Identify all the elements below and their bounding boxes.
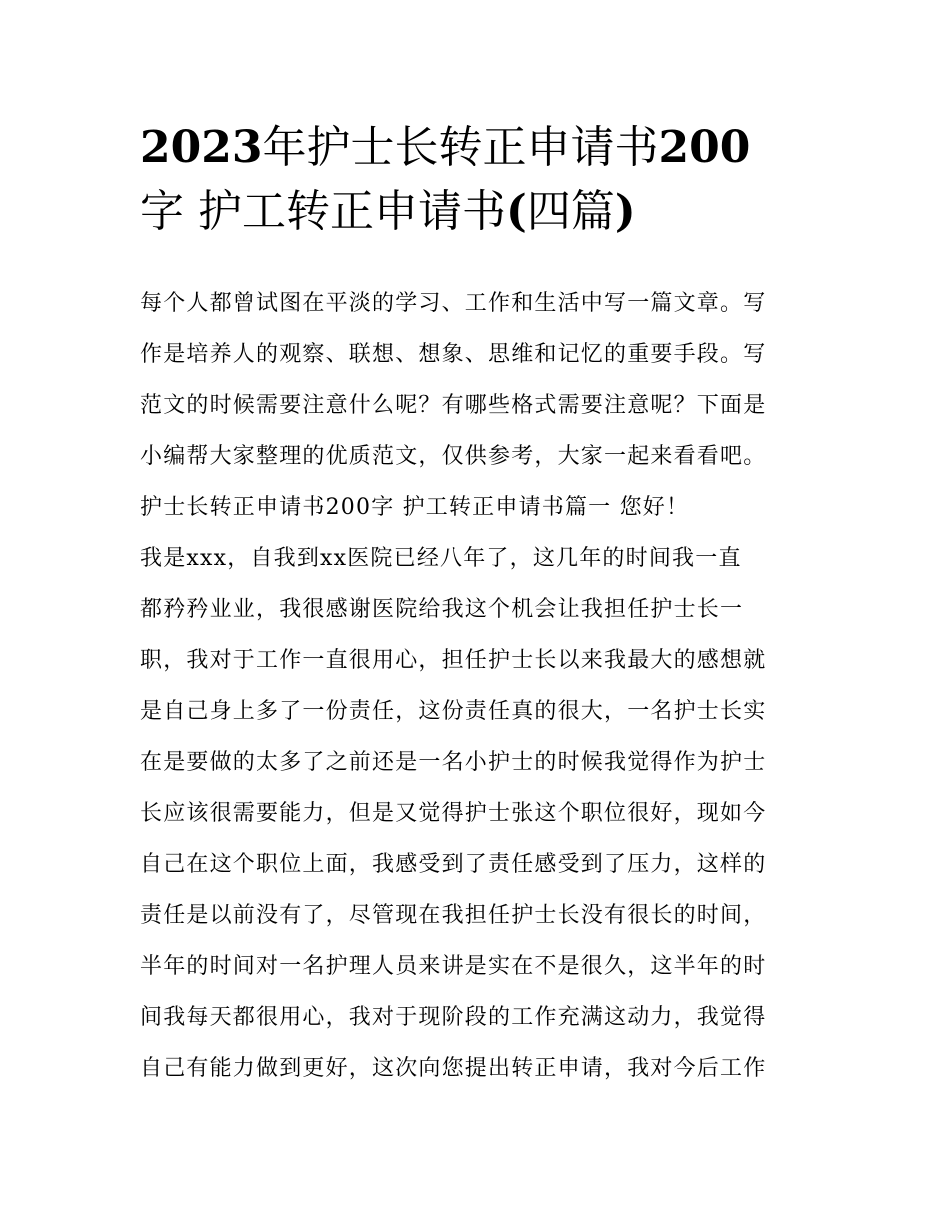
- body-line: 间我每天都很用心，我对于现阶段的工作充满这动力，我觉得: [140, 1005, 767, 1030]
- title-line-2: 字 护工转正申请书(四篇): [140, 186, 636, 237]
- body-line: 自己有能力做到更好，这次向您提出转正申请，我对今后工作: [140, 1056, 767, 1081]
- body-line: 都矜矜业业，我很感谢医院给我这个机会让我担任护士长一: [140, 597, 744, 622]
- body-line: 在是要做的太多了之前还是一名小护士的时候我觉得作为护士: [140, 750, 767, 775]
- body-line: 作是培养人的观察、联想、想象、思维和记忆的重要手段。写: [140, 342, 767, 367]
- body-line: 职，我对于工作一直很用心，担任护士长以来我最大的感想就: [140, 648, 767, 673]
- title-line-1: 2023年护士长转正申请书200: [140, 122, 751, 173]
- body-line: 半年的时间对一名护理人员来讲是实在不是很久，这半年的时: [140, 954, 767, 979]
- body-line: 范文的时候需要注意什么呢？有哪些格式需要注意呢？下面是: [140, 393, 767, 418]
- body-line: 自己在这个职位上面，我感受到了责任感受到了压力，这样的: [140, 852, 767, 877]
- section-heading-line: 护士长转正申请书200字 护工转正申请书篇一 您好！: [140, 495, 690, 520]
- document-title: [140, 116, 820, 244]
- body-line: 长应该很需要能力，但是又觉得护士张这个职位很好，现如今: [140, 801, 767, 826]
- document-body: [140, 278, 820, 1094]
- body-line: 是自己身上多了一份责任，这份责任真的很大，一名护士长实: [140, 699, 767, 724]
- body-line: 责任是以前没有了，尽管现在我担任护士长没有很长的时间，: [140, 903, 767, 928]
- body-line: 小编帮大家整理的优质范文，仅供参考，大家一起来看看吧。: [140, 444, 767, 469]
- body-line: 我是xxx，自我到xx医院已经八年了，这几年的时间我一直: [140, 546, 742, 571]
- body-line: 每个人都曾试图在平淡的学习、工作和生活中写一篇文章。写: [140, 291, 767, 316]
